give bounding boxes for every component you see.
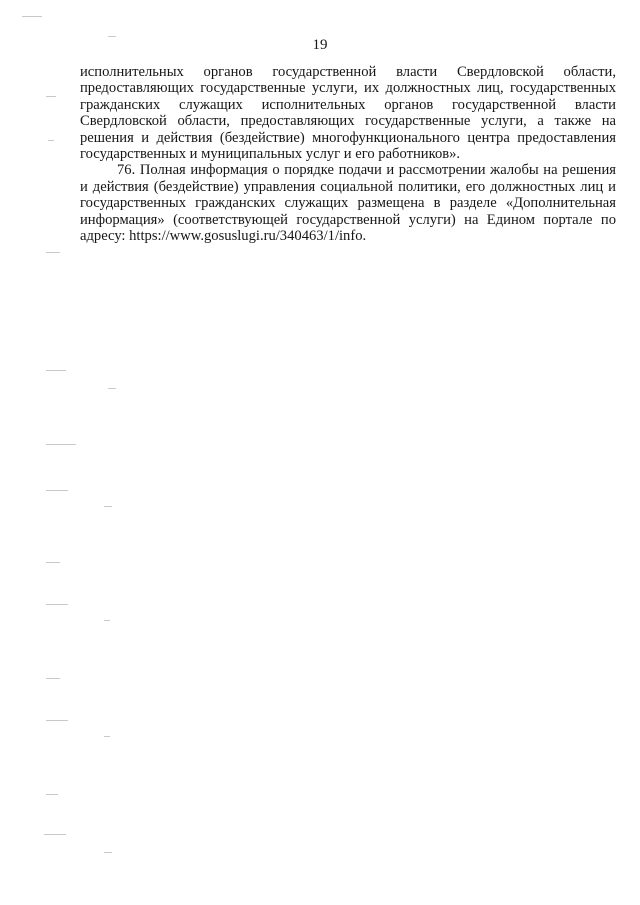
document-body	[80, 64, 616, 244]
scan-speck	[46, 794, 58, 795]
scan-speck	[22, 16, 42, 17]
scan-speck	[44, 834, 66, 835]
scan-speck	[46, 370, 66, 371]
scan-speck	[104, 736, 110, 737]
paragraph-continuation: исполнительных органов государственной власти Свердловской области, предоставляющих государственные услуги, их должностных лиц, государственных гражданских служащих исполнительных органов государственной власти Свердловской области, предоставляющих государственные услуги, а также на решения и действия (бездействие) многофункционального центра предоставления государственных и муниципальных услуг и его работников».	[80, 64, 616, 163]
scan-speck	[104, 852, 112, 853]
scan-speck	[46, 562, 60, 563]
scan-speck	[48, 140, 54, 141]
scan-speck	[46, 490, 68, 491]
scan-speck	[46, 604, 68, 605]
scan-speck	[46, 252, 60, 253]
scan-speck	[108, 388, 116, 389]
scan-speck	[104, 620, 110, 621]
scan-speck	[46, 720, 68, 721]
scan-speck	[46, 444, 76, 445]
scan-speck	[108, 36, 116, 37]
page-number: 19	[312, 37, 328, 53]
scan-speck	[46, 96, 56, 97]
paragraph-76: 76. Полная информация о порядке подачи и рассмотрении жалобы на решения и действия (бездействие) управления социальной политики, его должностных лиц и государственных гражданских служащих размещена в разделе «Дополнительная информация» (соответствующей государственной услуги) на Едином портале по адресу: https://www.gosuslugi.ru/340463/1/info.	[80, 162, 616, 245]
scan-speck	[104, 506, 112, 507]
scan-speck	[46, 678, 60, 679]
